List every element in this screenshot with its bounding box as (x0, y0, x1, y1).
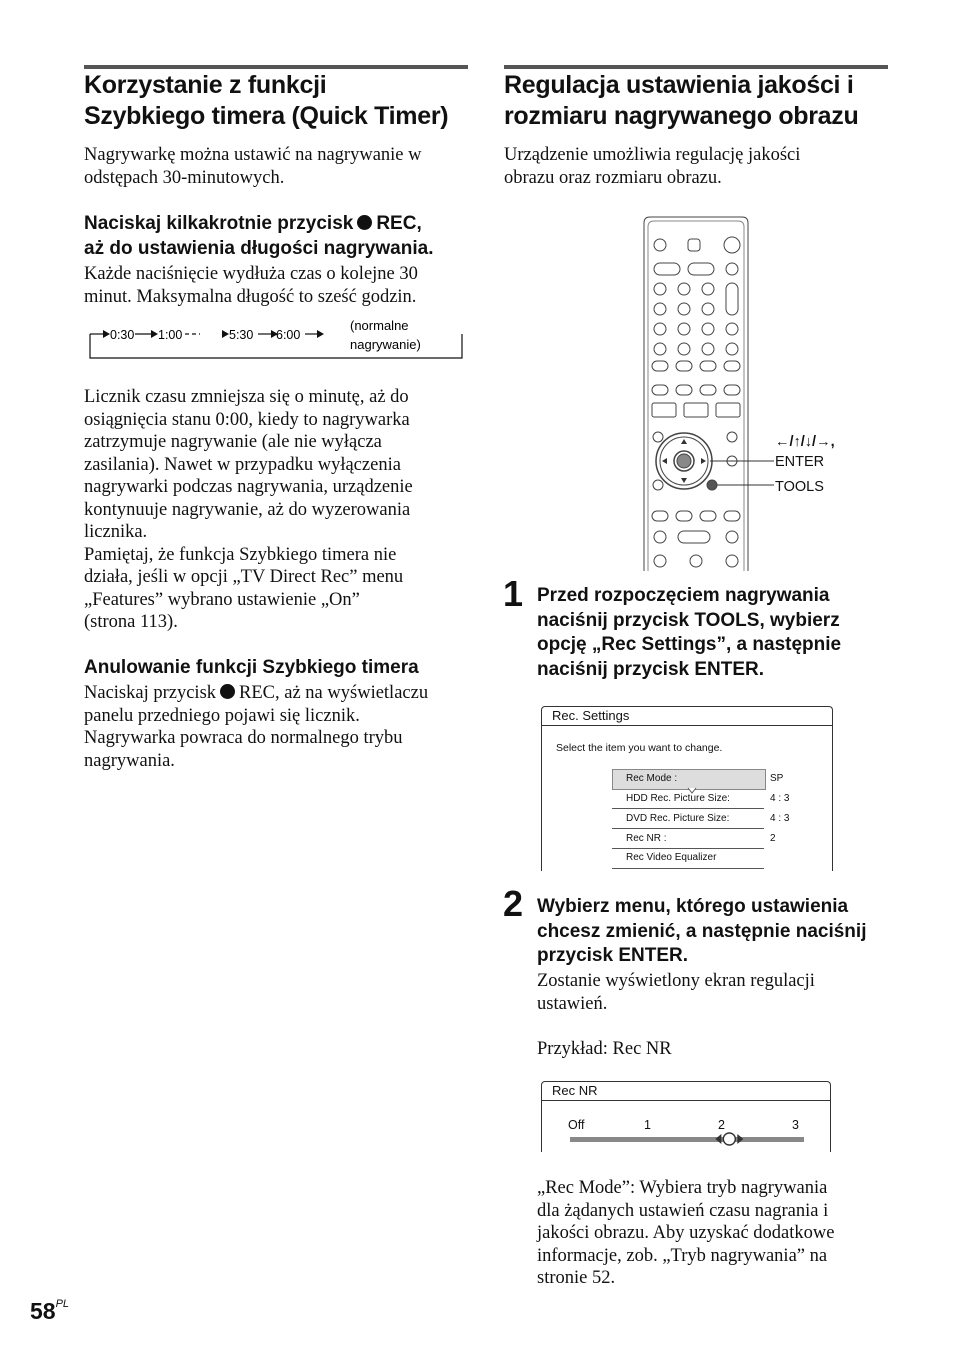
remote-control-illustration (640, 215, 752, 571)
step-1-number: 1 (503, 573, 524, 614)
rec-nr-title: Rec NR (552, 1083, 598, 1098)
rec-nr-menu (541, 1081, 831, 1152)
final-paragraph: „Rec Mode”: Wybiera tryb nagrywania dla żądanych ustawień czasu nagrania i jakości obrazu. Aby uzyskać dodatkowe informacje, zob. „Tryb nagrywania” na stronie 52. (537, 1178, 835, 1288)
left-title: Korzystanie z funkcji Szybkiego timera (Quick Timer) (84, 71, 449, 130)
slider-thumb[interactable] (715, 1133, 743, 1145)
remote-label-tools: TOOLS (775, 479, 824, 495)
record-dot-icon (357, 215, 372, 230)
left-para1: Licznik czasu zmniejsza się o minutę, aż do osiągnięcia stanu 0:00, kiedy to nagrywarka zatrzymuje nagrywanie (ale nie wyłącza zasilania). Nawet w przypadku wyłączenia nagrywarki podczas nagrywania, urządzenie kontynuuje nagrywanie, aż do wyzerowania licznika. Pamiętaj, że funkcja Szybkiego timera nie działa, jeśli w opcji „TV Direct Rec” menu „Features” wybrano ustawienie „On” (strona 113). (84, 387, 413, 632)
timer-flow-diagram (84, 314, 468, 362)
flow-time-3: 5:30 (229, 328, 254, 342)
left-step-heading: Naciskaj kilkakrotnie przycisk REC, aż do ustawienia długości nagrywania. (84, 213, 434, 259)
menu-row-label[interactable]: Rec NR : (626, 833, 667, 844)
menu-row-label[interactable]: DVD Rec. Picture Size: (626, 813, 730, 824)
menu-row-value: 2 (770, 833, 776, 844)
remote-label-arrows: ←/↑/↓/→, (775, 434, 835, 450)
example-label: Przykład: Rec NR (537, 1039, 672, 1059)
step-1-text: Przed rozpoczęciem nagrywania naciśnij przycisk TOOLS, wybierz opcję „Rec Settings”, a następnie naciśnij przycisk ENTER. (537, 585, 842, 680)
flow-time-4: 6:00 (276, 328, 301, 342)
right-title-rule (504, 65, 888, 69)
slider-tick-2: 2 (718, 1118, 725, 1132)
right-title: Regulacja ustawienia jakości i rozmiaru nagrywanego obrazu (504, 71, 859, 130)
flow-time-1: 0:30 (110, 328, 135, 342)
menu-row-value: SP (770, 773, 784, 784)
rec-settings-title: Rec. Settings (552, 708, 630, 723)
page-number: $58^{PL}$ (30, 1298, 70, 1324)
left-intro: Nagrywarkę można ustawić na nagrywanie w odstępach 30-minutowych. (84, 145, 422, 188)
slider-track (570, 1137, 804, 1142)
menu-row-label[interactable]: HDD Rec. Picture Size: (626, 793, 730, 804)
slider-tick-1: 1 (644, 1118, 651, 1132)
remote-label-enter: ENTER (775, 454, 825, 470)
left-title-rule (84, 65, 468, 69)
cancel-heading: Anulowanie funkcji Szybkiego timera (84, 657, 419, 678)
rec-nr-slider[interactable] (562, 1130, 812, 1152)
step-2-text: Wybierz menu, którego ustawienia chcesz zmienić, a następnie naciśnij przycisk ENTER. (537, 896, 867, 966)
menu-row-value: 4 : 3 (770, 813, 790, 824)
flow-note-2: nagrywanie) (350, 337, 421, 352)
step-2-desc: Zostanie wyświetlony ekran regulacji ustawień. (537, 971, 815, 1014)
menu-row-value: 4 : 3 (770, 793, 790, 804)
slider-tick-off: Off (568, 1118, 585, 1132)
step-2-number: 2 (503, 883, 524, 924)
cancel-desc: Naciskaj przycisk REC, aż na wyświetlaczu panelu przedniego pojawi się licznik. Nagrywarka powraca do normalnego trybu nagrywania. (84, 683, 429, 771)
record-dot-icon (220, 684, 235, 699)
menu-row-label[interactable]: Rec Mode : (626, 773, 678, 784)
rec-settings-prompt: Select the item you want to change. (556, 742, 723, 754)
flow-time-2: 1:00 (158, 328, 183, 342)
rec-settings-menu (541, 706, 833, 871)
right-intro: Urządzenie umożliwia regulację jakości obrazu oraz rozmiaru obrazu. (504, 145, 801, 188)
left-step-desc: Każde naciśnięcie wydłuża czas o kolejne 30 minut. Maksymalna długość to sześć godzin. (84, 264, 418, 307)
flow-note-1: (normalne (350, 318, 409, 333)
slider-tick-3: 3 (792, 1118, 799, 1132)
menu-row-label[interactable]: Rec Video Equalizer (626, 852, 717, 863)
